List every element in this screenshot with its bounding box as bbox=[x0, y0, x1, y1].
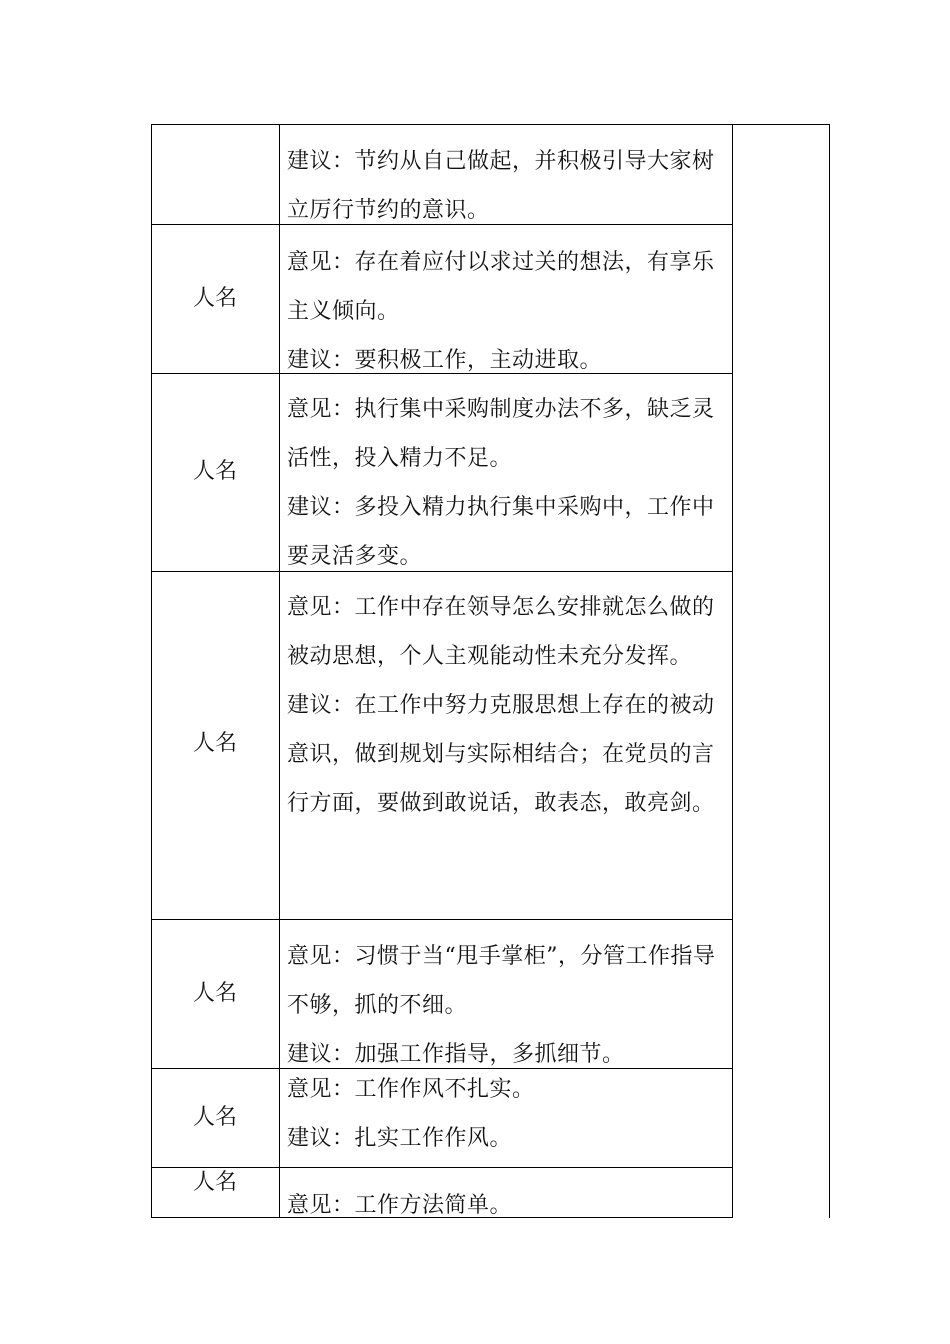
suggestion-text: 建议：要积极工作，主动进取。 bbox=[287, 348, 603, 373]
table-row bbox=[151, 373, 732, 571]
name-cell: 人名 bbox=[192, 286, 237, 311]
table-row bbox=[151, 1167, 732, 1217]
name-cell: 人名 bbox=[192, 459, 237, 484]
name-cell: 人名 bbox=[192, 731, 237, 756]
opinion-table bbox=[151, 124, 830, 1218]
opinion-text: 意见：存在着应付以求过关的想法，有享乐主义倾向。 bbox=[287, 250, 715, 324]
suggestion-text: 建议：节约从自己做起，并积极引导大家树立厉行节约的意识。 bbox=[287, 149, 715, 223]
content-cell bbox=[287, 932, 727, 1079]
table-row bbox=[151, 1068, 732, 1167]
table-row bbox=[151, 224, 732, 373]
suggestion-text: 建议：加强工作指导，多抓细节。 bbox=[287, 1042, 625, 1067]
column-divider-content bbox=[732, 124, 733, 1218]
content-cell bbox=[287, 238, 727, 385]
opinion-text: 意见：工作中存在领导怎么安排就怎么做的被动思想，个人主观能动性未充分发挥。 bbox=[287, 595, 715, 669]
name-cell: 人名 bbox=[192, 1170, 237, 1195]
suggestion-text: 建议：扎实工作作风。 bbox=[287, 1126, 513, 1151]
table-row bbox=[151, 124, 732, 224]
suggestion-text: 建议：多投入精力执行集中采购中，工作中要灵活多变。 bbox=[287, 495, 715, 569]
content-cell bbox=[287, 1065, 727, 1163]
table-row bbox=[151, 919, 732, 1068]
suggestion-text: 建议：在工作中努力克服思想上存在的被动意识，做到规划与实际相结合；在党员的言行方面，要做到敢说话，敢表态，敢亮剑。 bbox=[287, 693, 715, 816]
content-cell bbox=[287, 1181, 727, 1230]
opinion-text: 意见：工作作风不扎实。 bbox=[287, 1077, 535, 1102]
name-cell: 人名 bbox=[192, 981, 237, 1006]
content-cell bbox=[287, 385, 727, 581]
content-cell bbox=[287, 583, 727, 828]
name-cell: 人名 bbox=[192, 1105, 237, 1130]
table-row bbox=[151, 571, 732, 919]
opinion-text: 意见：工作方法简单。 bbox=[287, 1193, 513, 1218]
opinion-text: 意见：执行集中采购制度办法不多，缺乏灵活性，投入精力不足。 bbox=[287, 397, 715, 471]
content-cell bbox=[287, 137, 727, 235]
opinion-text: 意见：习惯于当“甩手掌柜”，分管工作指导不够，抓的不细。 bbox=[287, 944, 716, 1018]
table-border-right bbox=[829, 124, 830, 1218]
